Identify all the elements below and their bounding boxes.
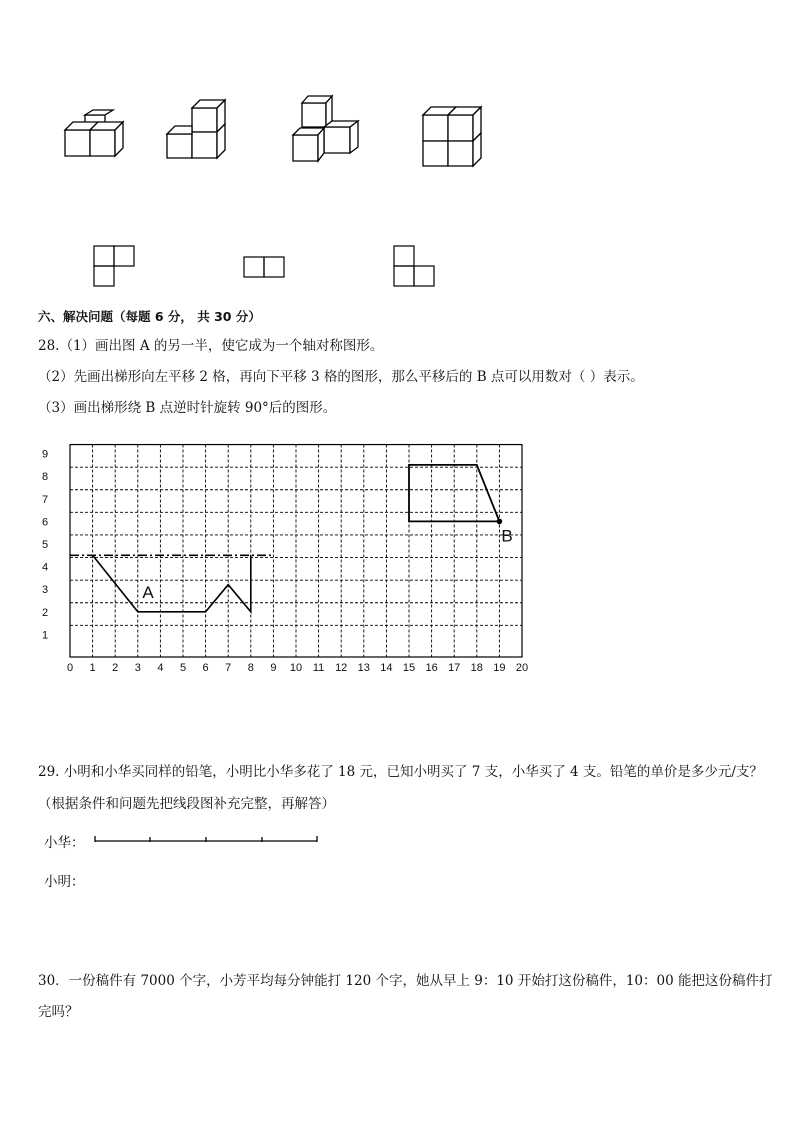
y-tick-label: 6: [41, 516, 49, 529]
x-tick-label: 13: [357, 662, 370, 674]
label-b: B: [501, 526, 513, 546]
y-tick-label: 1: [41, 629, 49, 642]
y-tick-label: 7: [41, 493, 49, 506]
y-tick-label: 3: [41, 584, 49, 597]
x-tick-label: 2: [112, 662, 119, 674]
x-tick-label: 8: [247, 662, 254, 674]
y-tick-label: 4: [41, 561, 49, 574]
x-tick-label: 12: [335, 662, 348, 674]
x-tick-label: 14: [380, 662, 393, 674]
x-tick-label: 16: [425, 662, 438, 674]
q28-part2: （2）先画出梯形向左平移 2 格，再向下平移 3 格的图形，那么平移后的 B 点可以用数对（ ）表示。: [38, 369, 644, 385]
x-tick-label: 4: [157, 662, 164, 674]
x-tick-label: 5: [179, 662, 187, 674]
q28-part3: （3）画出梯形绕 B 点逆时针旋转 90°后的图形。: [38, 400, 337, 416]
x-tick-label: 11: [312, 662, 325, 674]
label-xiaohua: 小华：: [44, 835, 85, 851]
x-tick-label: 10: [289, 662, 303, 674]
x-tick-label: 15: [402, 662, 416, 674]
section-heading: 六、解决问题（每题 6 分， 共 30 分）: [38, 309, 261, 324]
y-tick-label: 9: [41, 448, 49, 461]
trapezoid: [409, 465, 499, 522]
q30-question-cont: 完吗？: [38, 1004, 79, 1020]
label-xiaoming: 小明：: [44, 874, 85, 890]
segment-line-xiaohua[interactable]: [93, 836, 319, 846]
q29-question: 29. 小明和小华买同样的铅笔，小明比小华多花了 18 元，已知小明买了 7 支，小华买了 4 支。铅笔的单价是多少元/支？: [38, 764, 763, 780]
x-tick-label: 20: [515, 662, 529, 674]
x-tick-label: 7: [225, 662, 232, 674]
x-tick-label: 0: [66, 662, 74, 674]
q29-instruction: （根据条件和问题先把线段图补充完整，再解答）: [38, 796, 335, 812]
y-tick-label: 5: [41, 539, 49, 551]
x-tick-label: 6: [202, 662, 209, 674]
y-tick-label: 2: [41, 606, 49, 619]
q30-question: 30．一份稿件有 7000 个字，小芳平均每分钟能打 120 个字，她从早上 9：10 开始打这份稿件，10：00 能把这份稿件打: [38, 973, 773, 989]
label-a: A: [142, 583, 154, 603]
y-tick-label: 8: [41, 471, 49, 484]
x-tick-label: 9: [270, 662, 277, 674]
x-tick-label: 18: [470, 662, 483, 674]
x-tick-label: 1: [89, 662, 96, 674]
q28-part1: 28.（1）画出图 A 的另一半，使它成为一个轴对称图形。: [38, 338, 384, 354]
figure-a: [93, 555, 251, 612]
x-tick-label: 17: [448, 662, 461, 674]
x-tick-label: 3: [134, 662, 141, 674]
x-tick-label: 19: [493, 662, 506, 674]
point-b: [497, 519, 503, 525]
